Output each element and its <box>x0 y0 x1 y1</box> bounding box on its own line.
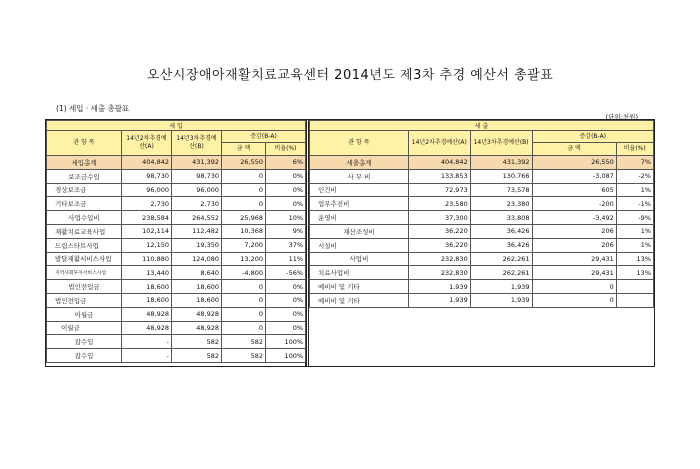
change-rate-cell: 1% <box>616 183 653 197</box>
table-row <box>47 252 306 266</box>
change-rate-cell: 6% <box>266 156 306 170</box>
change-amount-cell: 605 <box>532 183 616 197</box>
row-label: 잡수입 <box>47 349 122 363</box>
change-amount-cell: 0 <box>222 280 266 294</box>
new-budget-cell: 36,426 <box>470 238 532 252</box>
income-header-change: 증감(B-A) <box>222 131 305 143</box>
income-total-row <box>47 156 306 170</box>
expense-header-rate: 비율(%) <box>623 145 646 152</box>
prev-budget-cell: 102,114 <box>122 224 172 238</box>
change-rate-cell: 0% <box>266 197 306 211</box>
change-amount-cell: 582 <box>222 349 266 363</box>
income-header-new-budget: 14년3차추경예산(B) <box>172 131 222 156</box>
table-row <box>47 169 306 183</box>
new-budget-cell: 73,578 <box>470 183 532 197</box>
prev-budget-cell: 110,880 <box>122 252 172 266</box>
row-label: 시설비 <box>310 238 409 252</box>
row-label: 재산조성비 <box>310 224 409 238</box>
section-subtitle: (1) 세입 · 세출 총괄표 <box>56 104 130 113</box>
prev-budget-cell: 48,928 <box>122 321 172 335</box>
change-rate-cell: 1% <box>616 238 653 252</box>
row-label: 이월금 <box>47 307 122 321</box>
new-budget-cell: 112,482 <box>172 224 222 238</box>
income-header-amount: 금 액 <box>222 143 266 155</box>
expense-section-title: 세 출 <box>310 121 654 131</box>
new-budget-cell: 262,261 <box>470 252 532 266</box>
income-table <box>46 120 306 363</box>
table-row <box>310 280 654 294</box>
row-label: 법인전입금 <box>47 293 122 307</box>
income-rows <box>47 156 306 363</box>
new-budget-cell: 431,392 <box>470 156 532 170</box>
new-budget-cell: 48,928 <box>172 307 222 321</box>
row-label: 예비비 및 기타 <box>310 280 409 294</box>
change-amount-cell: 26,550 <box>532 156 616 170</box>
row-label: 기타보조금 <box>47 197 122 211</box>
change-rate-cell <box>616 293 653 307</box>
table-row <box>310 266 654 280</box>
prev-budget-cell: 18,600 <box>122 293 172 307</box>
table-row <box>47 211 306 225</box>
prev-budget-cell: 133,853 <box>408 169 470 183</box>
table-row <box>47 335 306 349</box>
table-row <box>310 252 654 266</box>
change-rate-cell: 0% <box>266 321 306 335</box>
expense-rows <box>310 156 654 308</box>
new-budget-cell: 19,350 <box>172 238 222 252</box>
change-amount-cell: 13,200 <box>222 252 266 266</box>
table-row <box>310 197 654 211</box>
new-budget-cell: 1,939 <box>470 280 532 294</box>
row-label: 사업수입비 <box>47 211 122 225</box>
expense-header-amount: 금 액 <box>533 143 617 155</box>
table-row <box>47 224 306 238</box>
change-amount-cell: 582 <box>222 335 266 349</box>
new-budget-cell: 262,261 <box>470 266 532 280</box>
table-row <box>47 349 306 363</box>
table-row <box>47 293 306 307</box>
change-rate-cell: 0% <box>266 307 306 321</box>
new-budget-cell: 431,392 <box>172 156 222 170</box>
change-rate-cell: 13% <box>616 266 653 280</box>
prev-budget-cell: 36,220 <box>408 238 470 252</box>
change-rate-cell: 0% <box>266 169 306 183</box>
row-label: 세출총계 <box>310 156 409 170</box>
table-row <box>310 224 654 238</box>
change-rate-cell: 13% <box>616 252 653 266</box>
change-amount-cell: -3,087 <box>532 169 616 183</box>
new-budget-cell: 2,730 <box>172 197 222 211</box>
change-rate-cell: 7% <box>616 156 653 170</box>
row-label: 드림스타트사업 <box>47 238 122 252</box>
table-row <box>310 238 654 252</box>
row-label: 업무추진비 <box>310 197 409 211</box>
change-amount-cell: 29,431 <box>532 252 616 266</box>
new-budget-cell: 33,808 <box>470 211 532 225</box>
prev-budget-cell: 238,584 <box>122 211 172 225</box>
prev-budget-cell: 404,842 <box>122 156 172 170</box>
new-budget-cell: 96,000 <box>172 183 222 197</box>
change-amount-cell: 10,368 <box>222 224 266 238</box>
change-rate-cell: 10% <box>266 211 306 225</box>
table-row <box>310 169 654 183</box>
expense-header-change: 증감(B-A) <box>533 131 653 143</box>
income-section <box>46 120 307 366</box>
page-title: 오산시장애아재활치료교육센터 2014년도 제3차 추경 예산서 총괄표 <box>146 68 554 83</box>
new-budget-cell: 98,730 <box>172 169 222 183</box>
prev-budget-cell: 1,939 <box>408 293 470 307</box>
change-rate-cell: 0% <box>266 183 306 197</box>
new-budget-cell: 23,380 <box>470 197 532 211</box>
prev-budget-cell: 232,830 <box>408 266 470 280</box>
expense-header-category: 관 항 목 <box>310 131 409 156</box>
change-rate-cell: 37% <box>266 238 306 252</box>
change-rate-cell: 1% <box>616 224 653 238</box>
change-amount-cell: 26,550 <box>222 156 266 170</box>
change-rate-cell: 100% <box>266 349 306 363</box>
change-amount-cell: -3,492 <box>532 211 616 225</box>
row-label: 세입총계 <box>47 156 122 170</box>
change-amount-cell: 25,968 <box>222 211 266 225</box>
new-budget-cell: 124,080 <box>172 252 222 266</box>
new-budget-cell: 18,600 <box>172 293 222 307</box>
prev-budget-cell: 48,928 <box>122 307 172 321</box>
new-budget-cell: 8,640 <box>172 266 222 280</box>
income-header-prev-budget: 14년2차추경예산(A) <box>122 131 172 156</box>
prev-budget-cell: 23,580 <box>408 197 470 211</box>
new-budget-cell: 36,426 <box>470 224 532 238</box>
row-label: 잡수입 <box>47 335 122 349</box>
row-label: 경상보조금 <box>47 183 122 197</box>
prev-budget-cell: 232,830 <box>408 252 470 266</box>
prev-budget-cell: 1,939 <box>408 280 470 294</box>
unit-label: (단위:천원) <box>605 113 638 121</box>
budget-summary-sheet <box>45 119 655 367</box>
change-amount-cell: 0 <box>532 293 616 307</box>
prev-budget-cell: 13,440 <box>122 266 172 280</box>
change-amount-cell: 7,200 <box>222 238 266 252</box>
row-label: 치료사업비 <box>310 266 409 280</box>
change-amount-cell: 0 <box>222 183 266 197</box>
row-label: 이월금 <box>47 321 122 335</box>
change-rate-cell: -9% <box>616 211 653 225</box>
change-amount-cell: 0 <box>222 169 266 183</box>
row-label: 재활치료교육사업 <box>47 224 122 238</box>
table-row <box>310 211 654 225</box>
new-budget-cell: 1,939 <box>470 293 532 307</box>
change-amount-cell: 0 <box>222 307 266 321</box>
expense-header-new-budget: 14년3차추경예산(B) <box>470 131 532 156</box>
change-rate-cell: -2% <box>616 169 653 183</box>
row-label: 사업비 <box>310 252 409 266</box>
table-row <box>310 183 654 197</box>
change-amount-cell: 0 <box>222 321 266 335</box>
change-amount-cell: 206 <box>532 238 616 252</box>
change-amount-cell: 29,431 <box>532 266 616 280</box>
change-amount-cell: 0 <box>222 293 266 307</box>
table-row <box>47 183 306 197</box>
income-header-rate: 비율(%) <box>274 145 297 152</box>
prev-budget-cell: 98,730 <box>122 169 172 183</box>
expense-section <box>308 120 654 366</box>
change-amount-cell: -4,800 <box>222 266 266 280</box>
new-budget-cell: 582 <box>172 335 222 349</box>
expense-total-row <box>310 156 654 170</box>
change-amount-cell: 206 <box>532 224 616 238</box>
change-rate-cell: 0% <box>266 293 306 307</box>
row-label: 예비비 및 기타 <box>310 293 409 307</box>
row-label: 발달재활서비스사업 <box>47 252 122 266</box>
change-rate-cell: 100% <box>266 335 306 349</box>
table-row <box>47 197 306 211</box>
income-header-category: 관 항 목 <box>47 131 122 156</box>
new-budget-cell: 264,552 <box>172 211 222 225</box>
expense-header-prev-budget: 14년2차추경예산(A) <box>408 131 470 156</box>
change-amount-cell: 0 <box>532 280 616 294</box>
row-label: 사 무 비 <box>310 169 409 183</box>
row-label: 보조금수입 <box>47 169 122 183</box>
change-rate-cell: 0% <box>266 280 306 294</box>
table-row <box>47 238 306 252</box>
change-rate-cell <box>616 280 653 294</box>
prev-budget-cell: 12,150 <box>122 238 172 252</box>
row-label: 인건비 <box>310 183 409 197</box>
prev-budget-cell: 36,220 <box>408 224 470 238</box>
change-amount-cell: 0 <box>222 197 266 211</box>
row-label: 지역사회투자서비스사업 <box>47 266 122 280</box>
table-row <box>47 321 306 335</box>
change-rate-cell: 11% <box>266 252 306 266</box>
prev-budget-cell: - <box>122 335 172 349</box>
new-budget-cell: 130,766 <box>470 169 532 183</box>
table-row <box>47 280 306 294</box>
change-rate-cell: 9% <box>266 224 306 238</box>
new-budget-cell: 48,928 <box>172 321 222 335</box>
new-budget-cell: 582 <box>172 349 222 363</box>
prev-budget-cell: 37,300 <box>408 211 470 225</box>
new-budget-cell: 18,600 <box>172 280 222 294</box>
income-section-title: 세 입 <box>47 121 306 131</box>
row-label: 법인전입금 <box>47 280 122 294</box>
change-rate-cell: -1% <box>616 197 653 211</box>
change-amount-cell: -200 <box>532 197 616 211</box>
prev-budget-cell: 2,730 <box>122 197 172 211</box>
prev-budget-cell: 72,973 <box>408 183 470 197</box>
row-label: 운영비 <box>310 211 409 225</box>
table-row <box>47 266 306 280</box>
prev-budget-cell: 404,842 <box>408 156 470 170</box>
change-rate-cell: -56% <box>266 266 306 280</box>
prev-budget-cell: - <box>122 349 172 363</box>
prev-budget-cell: 18,600 <box>122 280 172 294</box>
table-row <box>47 307 306 321</box>
expense-table <box>309 120 654 308</box>
table-row <box>310 293 654 307</box>
prev-budget-cell: 96,000 <box>122 183 172 197</box>
